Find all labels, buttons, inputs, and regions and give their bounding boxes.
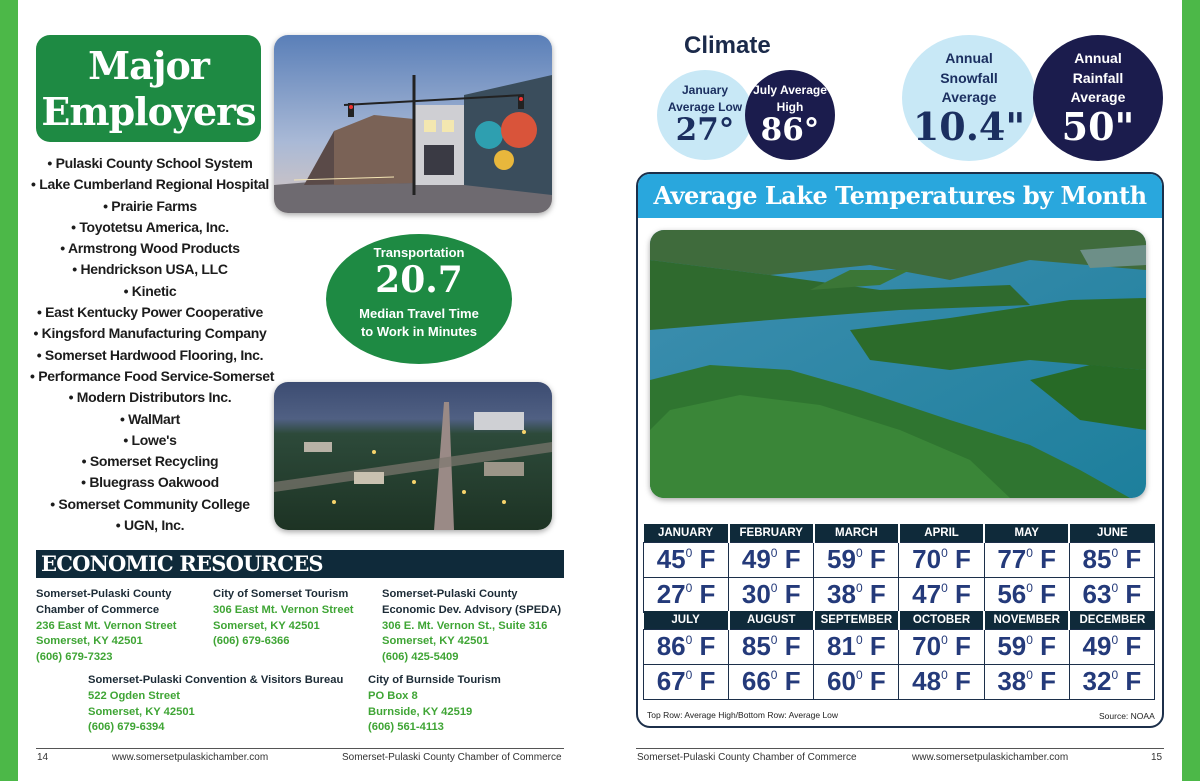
degree-mark: 0 xyxy=(941,546,948,560)
contact-name: Somerset-Pulaski Convention & Visitors Bureau xyxy=(88,674,344,686)
temperature-value: 47 xyxy=(912,579,942,609)
month-header: DECEMBER xyxy=(1069,611,1154,629)
transportation-value: 20.7 xyxy=(375,259,463,301)
temperature-unit: F xyxy=(784,631,801,661)
temperature-value: 63 xyxy=(1082,579,1112,609)
table-source: Source: NOAA xyxy=(1099,711,1155,721)
left-footer-rule xyxy=(36,748,564,749)
employer-item: • Kingsford Manufacturing Company xyxy=(33,325,267,342)
employer-item: • Somerset Hardwood Flooring, Inc. xyxy=(36,346,264,363)
contact-phone: (606) 679-6366 xyxy=(213,635,290,648)
degree-mark: 0 xyxy=(855,668,863,682)
transportation-label: Transportation xyxy=(373,245,465,260)
temperature-value: 49 xyxy=(1082,631,1112,661)
temperature-unit: F xyxy=(869,579,886,609)
month-header: JUNE xyxy=(1069,524,1154,542)
contact-name: City of Burnside Tourism xyxy=(368,674,501,686)
degree-mark: 0 xyxy=(941,633,948,647)
month-header: MAY xyxy=(984,524,1069,542)
snowfall-circle xyxy=(902,35,1036,161)
contact-phone: (606) 561-4113 xyxy=(368,721,444,734)
temperature-value: 60 xyxy=(827,666,856,696)
month-header: JULY xyxy=(644,611,729,629)
average-high-cell xyxy=(984,542,1069,577)
temperature-value: 38 xyxy=(827,579,856,609)
rainfall-label: Annual Rainfall Average xyxy=(1070,50,1126,105)
employer-item: • Hendrickson USA, LLC xyxy=(72,261,228,278)
temperature-value: 70 xyxy=(912,544,942,574)
degree-mark: 0 xyxy=(685,668,693,682)
average-high-cell xyxy=(1069,629,1154,664)
snowfall-label: Annual Snowfall Average xyxy=(940,50,998,105)
temperature-unit: F xyxy=(699,631,716,661)
temperature-value: 86 xyxy=(656,631,686,661)
degree-mark: 0 xyxy=(1111,546,1119,560)
left-footer-org: Somerset-Pulaski County Chamber of Commerce xyxy=(342,752,562,763)
employer-item: • Somerset Recycling xyxy=(81,453,219,470)
contact-city: Somerset, KY 42501 xyxy=(213,619,320,632)
major-employers-title-line1: Major xyxy=(88,43,209,88)
temperature-unit: F xyxy=(1040,544,1057,574)
climate-title: Climate xyxy=(684,32,771,59)
lake-temp-table-jul-dec xyxy=(643,611,1155,700)
july-high-circle xyxy=(745,70,835,160)
degree-mark: 0 xyxy=(855,546,863,560)
average-high-cell xyxy=(644,542,729,577)
right-footer-org: Somerset-Pulaski County Chamber of Commerce xyxy=(637,752,857,763)
temperature-value: 67 xyxy=(656,666,686,696)
contact-address: PO Box 8 xyxy=(368,689,418,702)
employer-item: • Armstrong Wood Products xyxy=(60,240,240,257)
temperature-value: 49 xyxy=(741,544,771,574)
transportation-description: Median Travel Time to Work in Minutes xyxy=(359,306,479,339)
degree-mark: 0 xyxy=(770,668,778,682)
temperature-unit: F xyxy=(869,666,886,696)
contact-phone: (606) 679-7323 xyxy=(36,651,113,664)
snowfall-value: 10.4" xyxy=(912,104,1026,149)
contact-address: 306 E. Mt. Vernon St., Suite 316 xyxy=(382,619,548,632)
contact-address: 236 East Mt. Vernon Street xyxy=(36,619,177,632)
contact-name: Economic Dev. Advisory (SPEDA) xyxy=(382,603,562,616)
july-high-label: July Average High xyxy=(753,83,827,114)
temperature-value: 81 xyxy=(827,631,856,661)
degree-mark: 0 xyxy=(1111,581,1119,595)
month-header: MARCH xyxy=(814,524,899,542)
month-header: APRIL xyxy=(899,524,984,542)
average-low-cell xyxy=(814,577,899,612)
temperature-unit: F xyxy=(955,666,971,696)
average-low-cell xyxy=(644,664,729,699)
temperature-unit: F xyxy=(784,666,801,696)
contact-city: Somerset, KY 42501 xyxy=(36,635,143,648)
temperature-value: 70 xyxy=(912,631,942,661)
employer-item: • Bluegrass Oakwood xyxy=(81,474,219,491)
transportation-badge xyxy=(326,234,512,364)
average-high-cell xyxy=(899,629,984,664)
visitors-bureau-contact xyxy=(88,673,343,736)
month-header-row xyxy=(644,524,1155,542)
temperature-unit: F xyxy=(1040,579,1057,609)
left-page-edge-bar xyxy=(0,0,18,781)
rainfall-value: 50" xyxy=(1061,104,1135,149)
temperature-unit: F xyxy=(869,544,886,574)
right-page-number: 15 xyxy=(1151,752,1163,763)
degree-mark: 0 xyxy=(1111,633,1119,647)
month-header: SEPTEMBER xyxy=(814,611,899,629)
temperature-value: 38 xyxy=(997,666,1027,696)
month-header: OCTOBER xyxy=(899,611,984,629)
temperature-unit: F xyxy=(1125,579,1142,609)
temperature-value: 27 xyxy=(656,579,686,609)
average-high-cell xyxy=(1069,542,1154,577)
left-footer-url: www.somersetpulaskichamber.com xyxy=(112,752,269,763)
speda-contact xyxy=(382,587,561,666)
temperature-unit: F xyxy=(699,544,716,574)
lake-temperatures-title: Average Lake Temperatures by Month xyxy=(638,174,1162,218)
right-footer-url: www.somersetpulaskichamber.com xyxy=(912,752,1069,763)
january-low-label: January Average Low xyxy=(667,83,743,114)
rainfall-circle xyxy=(1033,35,1163,161)
employer-item: • Pulaski County School System xyxy=(47,155,253,171)
degree-mark: 0 xyxy=(770,546,778,560)
temperature-unit: F xyxy=(699,666,716,696)
temperature-value: 66 xyxy=(741,666,771,696)
average-low-cell xyxy=(644,577,729,612)
contact-name: Chamber of Commerce xyxy=(36,603,160,616)
employer-item: • Modern Distributors Inc. xyxy=(68,389,232,406)
temperature-unit: F xyxy=(955,631,971,661)
contact-phone: (606) 679-6394 xyxy=(88,721,165,734)
average-low-cell xyxy=(729,664,814,699)
average-high-cell xyxy=(984,629,1069,664)
table-note: Top Row: Average High/Bottom Row: Average Low xyxy=(647,710,839,720)
degree-mark: 0 xyxy=(1111,668,1119,682)
contact-city: Somerset, KY 42501 xyxy=(88,705,195,718)
temperature-unit: F xyxy=(955,544,971,574)
january-low-circle xyxy=(657,70,753,160)
contact-city: Burnside, KY 42519 xyxy=(368,705,473,718)
employer-item: • Performance Food Service-Somerset xyxy=(30,367,275,384)
average-high-cell xyxy=(814,629,899,664)
average-high-cell xyxy=(814,542,899,577)
employer-item: • UGN, Inc. xyxy=(115,517,185,534)
average-low-cell xyxy=(984,664,1069,699)
degree-mark: 0 xyxy=(1026,668,1033,682)
average-low-cell xyxy=(984,577,1069,612)
contact-name: Somerset-Pulaski County xyxy=(382,588,518,600)
average-low-cell xyxy=(899,577,984,612)
temperature-value: 59 xyxy=(827,544,856,574)
temperature-value: 85 xyxy=(741,631,771,661)
average-high-cell xyxy=(729,542,814,577)
employer-item: • Lake Cumberland Regional Hospital xyxy=(31,176,269,193)
right-footer-rule xyxy=(636,748,1164,749)
average-high-cell xyxy=(899,542,984,577)
employer-item: • Kinetic xyxy=(123,282,177,299)
temperature-unit: F xyxy=(1125,666,1142,696)
somerset-tourism-contact xyxy=(213,587,354,650)
employer-item: • East Kentucky Power Cooperative xyxy=(36,304,264,321)
temperature-unit: F xyxy=(699,579,716,609)
temperature-value: 77 xyxy=(997,544,1027,574)
degree-mark: 0 xyxy=(770,633,778,647)
degree-mark: 0 xyxy=(941,668,948,682)
temperature-unit: F xyxy=(869,631,886,661)
temperature-unit: F xyxy=(784,579,801,609)
temperature-value: 45 xyxy=(656,544,686,574)
left-page-number: 14 xyxy=(37,752,49,763)
degree-mark: 0 xyxy=(1026,633,1033,647)
employer-item: • Somerset Community College xyxy=(50,495,250,512)
employer-item: • Prairie Farms xyxy=(103,197,197,214)
average-low-cell xyxy=(729,577,814,612)
contact-phone: (606) 425-5409 xyxy=(382,651,459,664)
downtown-street-photo xyxy=(274,35,552,213)
degree-mark: 0 xyxy=(855,581,863,595)
aerial-city-photo xyxy=(274,382,552,530)
contact-name: Somerset-Pulaski County xyxy=(36,588,172,600)
month-header-row xyxy=(644,611,1155,629)
temperature-value: 85 xyxy=(1082,544,1112,574)
average-high-cell xyxy=(644,629,729,664)
degree-mark: 0 xyxy=(1026,546,1033,560)
chamber-of-commerce-contact xyxy=(36,587,177,666)
employer-item: • Toyotetsu America, Inc. xyxy=(71,218,229,235)
employer-item: • WalMart xyxy=(119,410,181,427)
degree-mark: 0 xyxy=(770,581,778,595)
average-high-row xyxy=(644,542,1155,577)
temperature-value: 56 xyxy=(997,579,1027,609)
degree-mark: 0 xyxy=(685,546,693,560)
average-high-row xyxy=(644,629,1155,664)
temperature-unit: F xyxy=(1040,666,1057,696)
employer-list xyxy=(30,153,275,536)
month-header: FEBRUARY xyxy=(729,524,814,542)
temperature-unit: F xyxy=(1040,631,1057,661)
january-low-value: 27° xyxy=(675,112,735,148)
degree-mark: 0 xyxy=(685,581,693,595)
july-high-value: 86° xyxy=(760,112,820,148)
average-low-row xyxy=(644,664,1155,699)
right-page-edge-bar xyxy=(1182,0,1200,781)
month-header: JANUARY xyxy=(644,524,729,542)
average-low-row xyxy=(644,577,1155,612)
temperature-unit: F xyxy=(1125,544,1142,574)
temperature-unit: F xyxy=(1125,631,1142,661)
contact-city: Somerset, KY 42501 xyxy=(382,635,489,648)
temperature-value: 32 xyxy=(1082,666,1112,696)
degree-mark: 0 xyxy=(855,633,863,647)
degree-mark: 0 xyxy=(941,581,948,595)
month-header: AUGUST xyxy=(729,611,814,629)
burnside-tourism-contact xyxy=(368,673,501,736)
temperature-value: 59 xyxy=(997,631,1027,661)
contact-address: 306 East Mt. Vernon Street xyxy=(213,603,354,616)
average-low-cell xyxy=(1069,664,1154,699)
lake-temp-table-jan-jun xyxy=(643,524,1155,613)
major-employers-title-line2: Employers xyxy=(41,89,256,134)
degree-mark: 0 xyxy=(1026,581,1033,595)
lake-cumberland-photo xyxy=(650,230,1146,498)
economic-resources-heading: ECONOMIC RESOURCES xyxy=(36,550,564,578)
contact-name: City of Somerset Tourism xyxy=(213,588,349,600)
average-low-cell xyxy=(899,664,984,699)
contact-address: 522 Ogden Street xyxy=(88,689,181,702)
major-employers-title xyxy=(36,35,261,142)
average-high-cell xyxy=(729,629,814,664)
temperature-unit: F xyxy=(784,544,801,574)
temperature-value: 30 xyxy=(741,579,771,609)
degree-mark: 0 xyxy=(685,633,693,647)
average-low-cell xyxy=(1069,577,1154,612)
average-low-cell xyxy=(814,664,899,699)
temperature-value: 48 xyxy=(912,666,942,696)
month-header: NOVEMBER xyxy=(984,611,1069,629)
employer-item: • Lowe's xyxy=(123,431,177,448)
temperature-unit: F xyxy=(955,579,971,609)
